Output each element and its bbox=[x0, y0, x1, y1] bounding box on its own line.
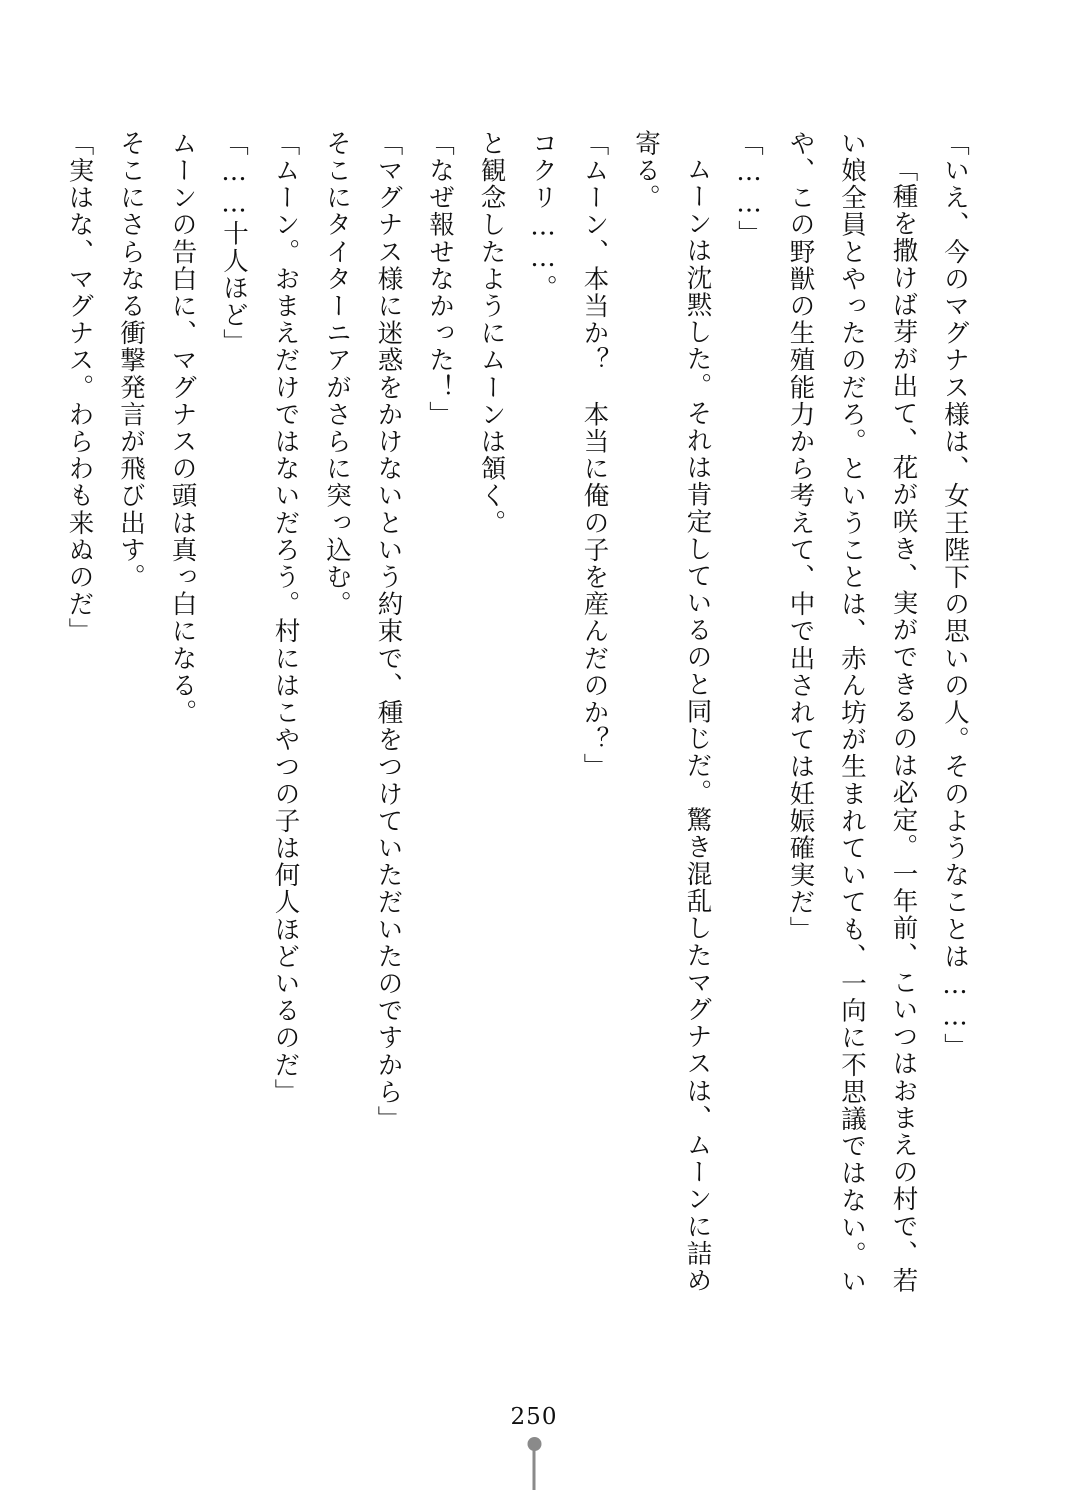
paragraph: 「ムーン、本当か？ 本当に俺の子を産んだのか？」 bbox=[579, 130, 610, 781]
paragraph: コクリ……。 bbox=[528, 130, 558, 302]
paragraph: 「……十人ほど」 bbox=[219, 130, 249, 356]
body-text bbox=[64, 130, 980, 1310]
paragraph: 「ムーン。おまえだけではないだろう。村にはこやつの子は何人ほどいるのだ」 bbox=[270, 130, 301, 1106]
page-number: 250 bbox=[510, 1404, 558, 1430]
paragraph: 「マグナス様に迷惑をかけないという約束で、種をつけていただいたのですから」 bbox=[373, 130, 404, 1133]
paragraph: 「なぜ報せなかった！」 bbox=[425, 130, 455, 429]
paragraph: ムーンは沈黙した。それは肯定しているのと同じだ。驚き混乱したマグナスは、ムーンに詰め寄る。 bbox=[631, 130, 713, 1294]
paragraph: 「実はな、マグナス。わらわも来ぬのだ」 bbox=[64, 130, 95, 645]
paragraph: そこにさらなる衝撃発言が飛び出す。 bbox=[116, 130, 146, 591]
paragraph: そこにタイターニアがさらに突っ込む。 bbox=[322, 130, 352, 618]
paragraph: 「……」 bbox=[734, 130, 764, 248]
paragraph: ムーンの告白に、マグナスの頭は真っ白になる。 bbox=[167, 130, 198, 727]
paragraph: と観念したようにムーンは頷く。 bbox=[476, 130, 507, 537]
paragraph: 「種を撒けば芽が出て、花が咲き、実ができるのは必定。一年前、こいつはおまえの村で、若い娘全員とやったのだろ。ということは、赤ん坊が生まれていても、一向に不思議ではない。いや、この野獣の生殖能力から考えて、中で出されては妊娠確実だ」 bbox=[785, 130, 919, 1296]
footer-ornament-icon bbox=[533, 1446, 536, 1490]
paragraph: 「いえ、今のマグナス様は、女王陛下の思いの人。そのようなことは……」 bbox=[940, 130, 970, 1061]
